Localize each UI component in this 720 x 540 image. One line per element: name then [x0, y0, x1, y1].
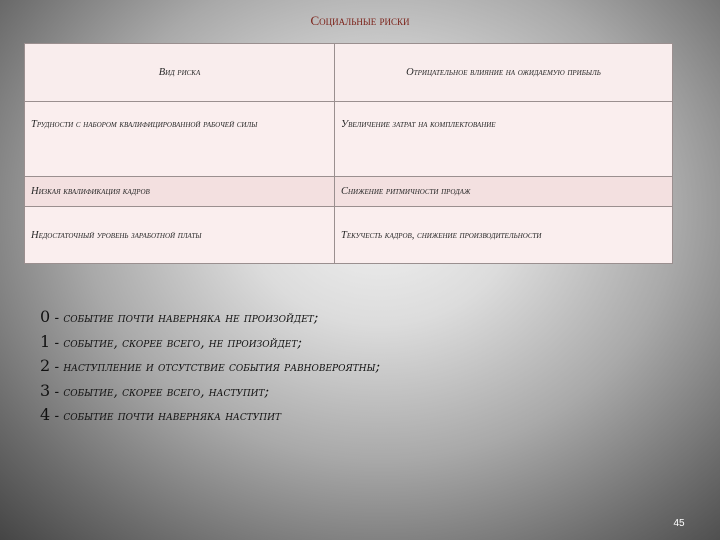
scale-number: 0 [40, 307, 51, 326]
scale-number: 1 [40, 331, 51, 351]
scale-item [40, 330, 380, 355]
scale-number: 3 [40, 380, 51, 400]
risk-type-cell: Недостаточный уровень заработной платы [25, 207, 335, 264]
header-risk-type: Вид риска [25, 44, 335, 102]
table-row [25, 177, 673, 207]
risk-table [24, 43, 673, 264]
scale-text: - событие почти наверняка наступит [50, 408, 281, 424]
header-profit-impact: Отрицательное влияние на ожидаемую прибыль [335, 44, 673, 102]
scale-item [40, 354, 380, 379]
risk-type-cell: Низкая квалификация кадров [25, 177, 335, 207]
slide-title: Социальные риски [310, 13, 410, 28]
scale-text: - наступление и отсутствие события равновероятны; [50, 359, 381, 375]
scale-item [40, 379, 380, 404]
probability-scale [40, 305, 380, 428]
scale-text: - событие, скорее всего, наступит; [50, 383, 270, 400]
table-row [25, 102, 673, 177]
table-header-row [25, 44, 673, 102]
scale-number: 4 [40, 405, 51, 424]
page-number: 45 [673, 518, 685, 529]
risk-type-cell: Трудности с набором квалифицированной рабочей силы [25, 102, 335, 177]
scale-text: - событие, скорее всего, не произойдет; [50, 334, 302, 351]
table-row [25, 207, 673, 264]
scale-item [40, 305, 380, 330]
impact-cell: Увеличение затрат на комплектование [335, 102, 673, 177]
scale-item [40, 403, 380, 428]
scale-number: 2 [40, 356, 51, 375]
scale-text: - событие почти наверняка не произойдет; [50, 310, 319, 326]
impact-cell: Текучесть кадров, снижение производительности [335, 207, 673, 264]
impact-cell: Снижение ритмичности продаж [335, 177, 673, 207]
